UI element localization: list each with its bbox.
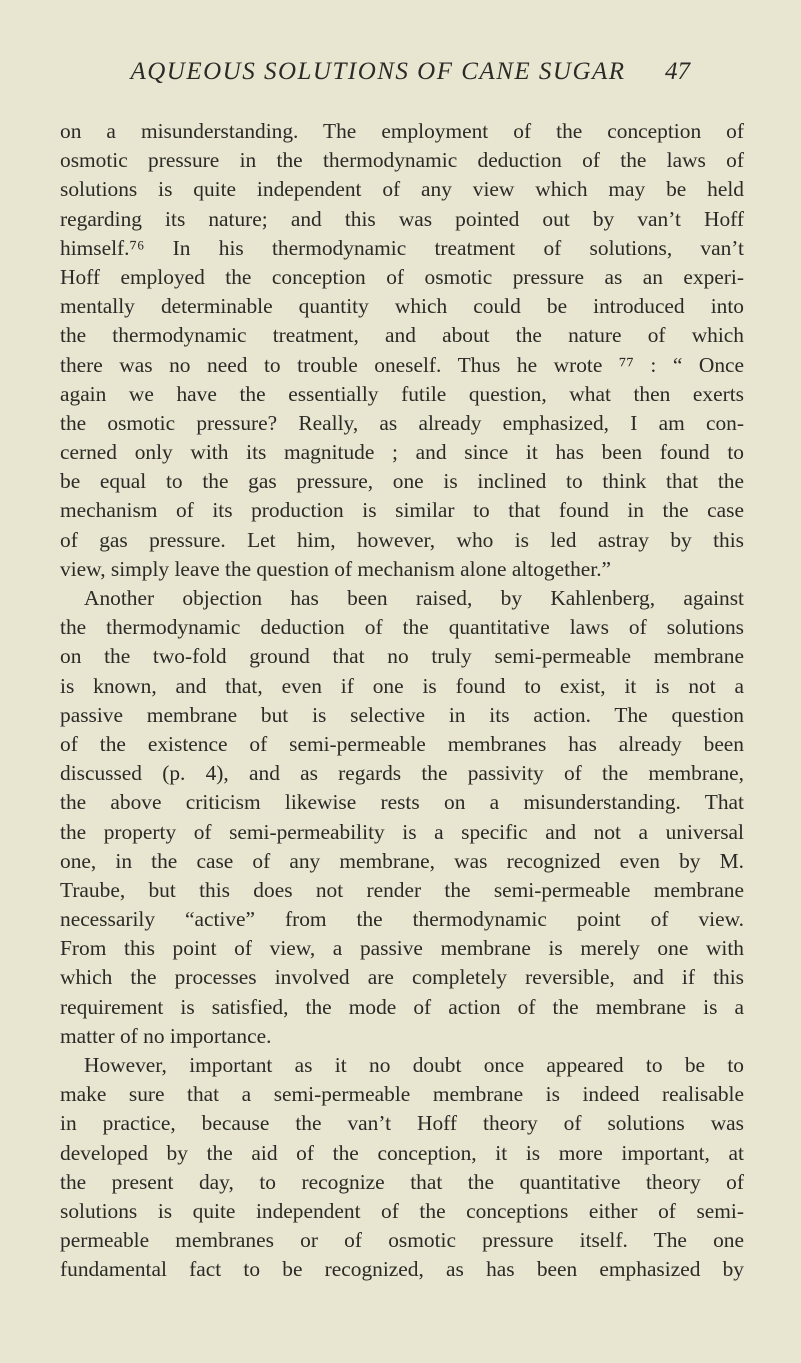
text-line: in practice, because the van’t Hoff theory of solutions was [60,1111,744,1136]
text-line: solutions is quite independent of the conceptions either of semi- [60,1198,744,1223]
running-head: AQUEOUS SOLUTIONS OF CANE SUGAR [130,58,626,85]
text-line: the property of semi-permeability is a specific and not a universal [60,819,744,844]
text-line: necessarily “active” from the thermodynamic point of view. [60,907,744,932]
text-line: is known, and that, even if one is found to exist, it is not a [60,673,744,698]
text-line: From this point of view, a passive membrane is merely one with [60,936,744,961]
text-line: fundamental fact to be recognized, as has been emphasized by [60,1257,744,1282]
text-line: passive membrane but is selective in its action. The question [60,702,744,727]
text-line: which the processes involved are completely reversible, and if this [60,965,744,990]
text-line: discussed (p. 4), and as regards the passivity of the membrane, [60,761,744,786]
text-line: osmotic pressure in the thermodynamic deduction of the laws of [60,148,744,173]
text-line: the above criticism likewise rests on a misunderstanding. That [60,790,744,815]
text-line: mentally determinable quantity which could be introduced into [60,294,744,319]
text-line: matter of no importance. [60,1023,272,1048]
text-line: the present day, to recognize that the quantitative theory of [60,1169,744,1194]
text-line: view, simply leave the question of mechanism alone altogether.” [60,556,612,581]
text-line: permeable membranes or of osmotic pressure itself. The one [60,1228,744,1253]
text-line: Another objection has been raised, by Kahlenberg, against [84,586,744,610]
text-line: be equal to the gas pressure, one is inclined to think that the [60,469,744,494]
text-line: the thermodynamic treatment, and about the nature of which [60,323,744,348]
text-line: cerned only with its magnitude ; and since it has been found to [60,440,744,465]
text-line: Hoff employed the conception of osmotic pressure as an experi- [60,264,744,289]
body-text [60,117,744,1285]
page-header [0,58,801,98]
text-line: the osmotic pressure? Really, as already emphasized, I am con- [60,410,744,435]
text-line: again we have the essentially futile question, what then exerts [60,381,744,406]
text-line: make sure that a semi-permeable membrane is indeed realisable [60,1082,744,1107]
text-line: there was no need to trouble oneself. Thus he wrote ⁷⁷ : “ Once [60,352,744,377]
text-line: of gas pressure. Let him, however, who is led astray by this [60,527,744,552]
text-line: on the two-fold ground that no truly semi-permeable membrane [60,644,744,669]
text-line: the thermodynamic deduction of the quantitative laws of solutions [60,615,744,640]
page-number: 47 [665,58,690,85]
text-line: of the existence of semi-permeable membranes has already been [60,731,744,756]
text-line: Traube, but this does not render the semi-permeable membrane [60,877,744,902]
text-line: regarding its nature; and this was pointed out by van’t Hoff [60,206,744,231]
text-line: requirement is satisfied, the mode of action of the membrane is a [60,994,744,1019]
text-line: himself.⁷⁶ In his thermodynamic treatment of solutions, van’t [60,235,744,260]
text-line: However, important as it no doubt once appeared to be to [84,1053,744,1077]
text-line: mechanism of its production is similar to that found in the case [60,498,744,523]
text-line: solutions is quite independent of any view which may be held [60,177,744,202]
text-line: one, in the case of any membrane, was recognized even by M. [60,848,744,873]
text-line: developed by the aid of the conception, it is more important, at [60,1140,744,1165]
text-line: on a misunderstanding. The employment of the conception of [60,119,744,143]
